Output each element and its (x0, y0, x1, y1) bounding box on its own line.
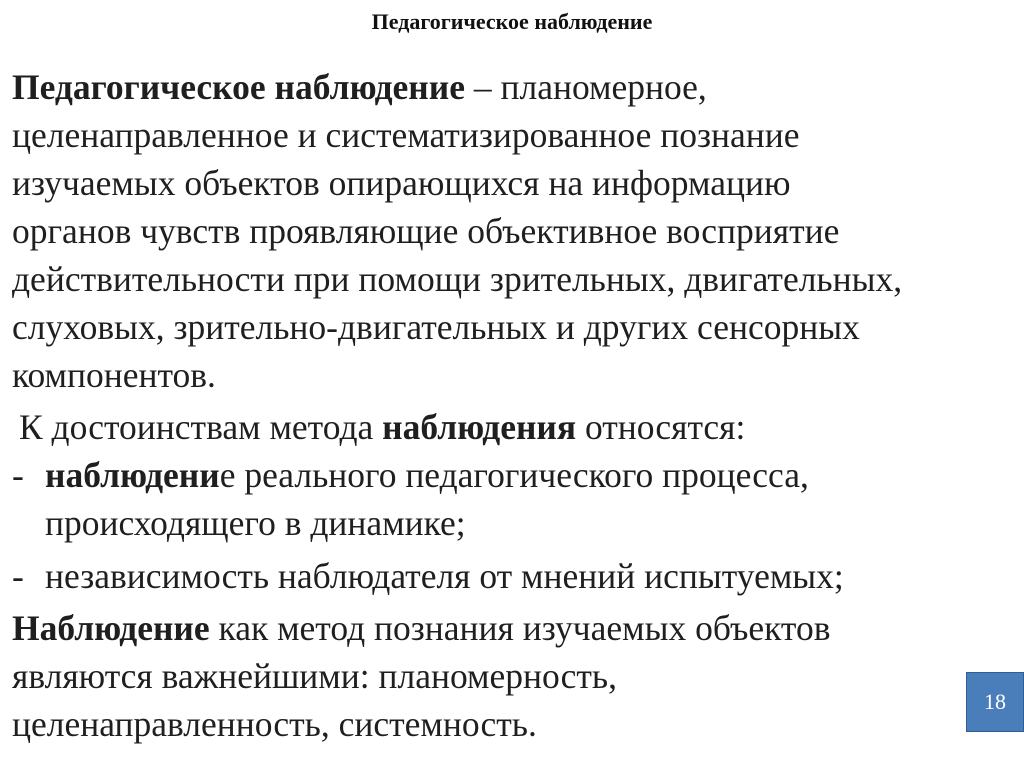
bullet-dash: - (12, 455, 24, 495)
conclusion-paragraph (12, 604, 1017, 748)
definition-line-2: целенаправленное и систематизированное познание (12, 115, 800, 155)
definition-paragraph (12, 63, 1017, 399)
advantage-item-1-rest: е реального педагогического процесса, (219, 455, 809, 495)
page-number-badge: 18 (966, 672, 1024, 732)
advantage-item-1-line-1 (45, 451, 1017, 499)
conclusion-line-1 (12, 604, 1017, 652)
conclusion-line-3: целенаправленность, системность. (12, 704, 537, 744)
conclusion-line-2: являются важнейшими: планомерность, (12, 656, 617, 696)
advantage-item-2-text: независимость наблюдателя от мнений испытуемых; (45, 556, 844, 596)
advantage-item-2 (12, 552, 1017, 600)
advantage-item-1-bold: наблюдени (45, 455, 220, 495)
conclusion-line-1-rest: как метод познания изучаемых объектов (209, 608, 831, 648)
advantages-intro-bold: наблюдения (382, 407, 577, 447)
definition-line-4: органов чувств проявляющие объективное восприятие (12, 211, 840, 251)
slide-title: Педагогическое наблюдение (371, 9, 653, 34)
definition-line-1 (12, 63, 1017, 111)
advantage-item-1 (12, 451, 1017, 547)
definition-term: Педагогическое наблюдение (12, 67, 465, 107)
advantage-item-1-line-2: происходящего в динамике; (45, 503, 466, 543)
definition-line-5: действительности при помощи зрительных, двигательных, (12, 259, 903, 299)
definition-line-3: изучаемых объектов опирающихся на информацию (12, 163, 791, 203)
advantages-intro-suffix: относятся: (576, 407, 746, 447)
advantages-intro-prefix: К достоинствам метода (19, 407, 383, 447)
advantages-intro (12, 403, 1017, 451)
definition-line-1-rest: – планомерное, (464, 67, 707, 107)
definition-line-7: компонентов. (12, 355, 216, 395)
conclusion-bold: Наблюдение (12, 608, 210, 648)
definition-line-6: слуховых, зрительно-двигательных и других сенсорных (12, 307, 860, 347)
slide-body (12, 63, 1017, 748)
bullet-dash: - (12, 556, 24, 596)
